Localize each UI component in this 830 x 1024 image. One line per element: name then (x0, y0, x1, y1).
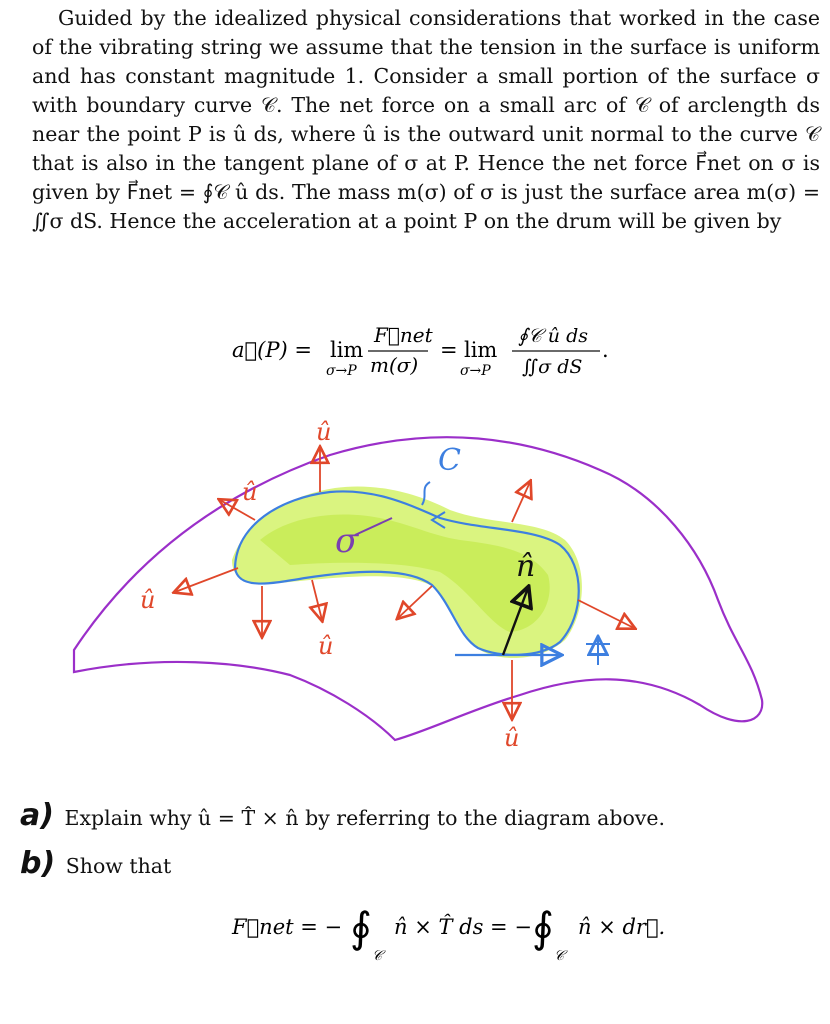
u-label-left: û (140, 586, 156, 614)
eq1-den1: m(σ) (370, 353, 419, 377)
eq2-body2: n̂ × dr⃗. (578, 915, 666, 939)
eq2-sub2: 𝒞 (554, 948, 565, 964)
u-label-bottom: û (318, 632, 334, 660)
u-arrow-inner (398, 586, 432, 618)
u-label-topleft: û (242, 478, 258, 506)
eq1-num2: ∮𝒞 û ds (518, 325, 588, 347)
net-force-equation (0, 888, 830, 968)
question-b-text: Show that (65, 854, 172, 878)
drum-surface-diagram (0, 400, 830, 780)
u-label-bottomP: û (504, 724, 520, 752)
eq2-int1: ∮ (350, 903, 372, 952)
acceleration-equation (0, 320, 830, 380)
question-b (20, 846, 171, 881)
question-a-text: Explain why û = T̂ × n̂ by referring to the diagram above. (64, 806, 666, 830)
eq1-den2: ∬σ dS (522, 356, 583, 378)
u-arrow-bottom (312, 580, 322, 620)
question-a-mark: a) (20, 798, 54, 833)
u-arrow-topright (512, 482, 530, 522)
paragraph-text: Guided by the idealized physical considerations that worked in the case of the vibrating string we assume that the tension in the surface is uniform and has constant magnitude 1. Consider a small portion of the surface σ with boundary curve 𝒞. The net force on a small arc of 𝒞 of arclength ds near the point P is û ds, where û is the outward unit normal to the curve 𝒞 that is also in the tangent plane of σ at P. Hence the net force F⃗net on σ is given by F⃗net = ∮𝒞 û ds. The mass m(σ) of σ is just the surface area m(σ) = ∬σ dS. Hence the acceleration at a point P on the drum will be given by (32, 6, 820, 233)
eq1-period: . (602, 338, 609, 362)
eq2-sub1: 𝒞 (372, 948, 383, 964)
u-arrow-right (578, 600, 634, 628)
normal-label: n̂ (516, 549, 536, 584)
eq2-int2: ∮ (532, 903, 554, 952)
eq1-lim2: lim (464, 338, 498, 362)
eq1-lim: lim (330, 338, 364, 362)
surface-outline (74, 437, 762, 740)
eq1-num1: F⃗net (374, 323, 433, 347)
eq1-equals: = (440, 338, 458, 362)
u-arrow-left (175, 568, 238, 592)
eq1-lhs: a⃗(P) = (232, 338, 312, 362)
eq1-lim2-sub: σ→P (460, 363, 491, 379)
sigma-label: σ (335, 521, 359, 561)
question-b-mark: b) (20, 846, 56, 881)
eq2-lhs: F⃗net = − (232, 915, 343, 939)
eq1-lim-sub: σ→P (326, 363, 357, 379)
u-label-top: û (316, 418, 332, 446)
question-a (20, 798, 665, 833)
curve-label: C (438, 443, 461, 478)
intro-paragraph (32, 4, 820, 236)
eq2-body1: n̂ × T̂ ds = − (394, 915, 532, 939)
